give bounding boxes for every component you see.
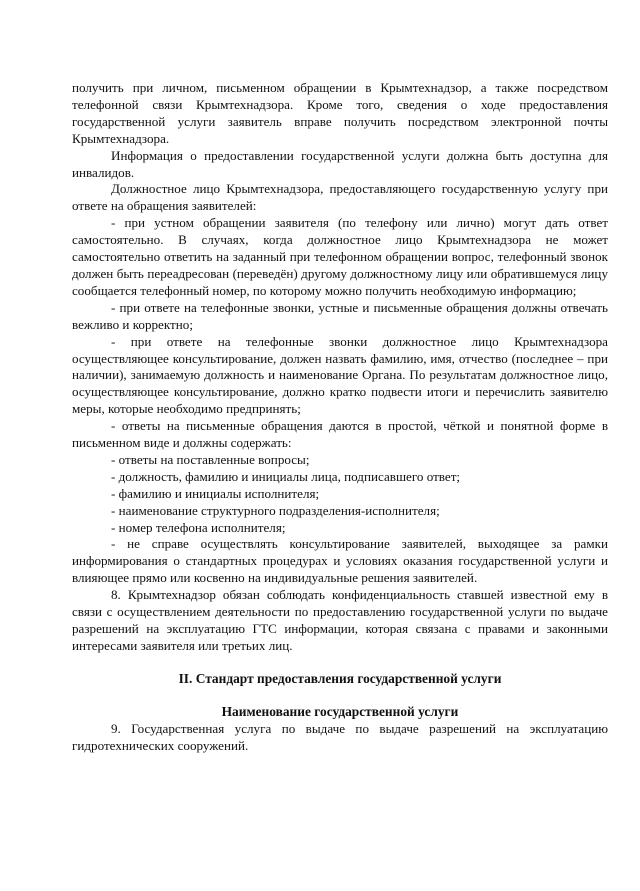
- list-item-executor-phone: - номер телефона исполнителя;: [111, 519, 286, 535]
- list-item-executor-unit: - наименование структурного подразделения-исполнителя;: [111, 502, 440, 518]
- subsection-heading: Наименование государственной услуги: [221, 703, 459, 719]
- list-item-signer-position: - должность, фамилию и инициалы лица, подписавшего ответ;: [111, 468, 461, 484]
- list-item-oral-request: - при устном обращении заявителя (по телефону или лично) могут дать ответ самостоятельно. В случаях, когда должностное лицо Крымтехнадзора не может самостоятельно ответить на заданный при телефонном обращении вопрос, телефонный звонок должен быть переадресован (переведён) другому должностному лицу или обратившемуся лицу сообщается телефонный номер, по которому можно получить необходимую информацию;: [72, 215, 608, 298]
- paragraph-continuation: получить при личном, письменном обращении в Крымтехнадзор, а также посредством телефонной связи Крымтехнадзора. Кроме того, сведения о ходе предоставления государственной услуги заявитель вправе получить посредством электронной почты Крымтехнадзора.: [72, 80, 608, 146]
- paragraph-confidentiality: 8. Крымтехнадзор обязан соблюдать конфиденциальность ставшей известной ему в связи с осуществлением деятельности по предоставлению государственной услуги по выдаче разрешений на эксплуатацию ГТС информации, которая связана с правами и законными интересами заявителя или третьих лиц.: [72, 587, 608, 653]
- paragraph-accessibility: Информация о предоставлении государственной услуги должна быть доступна для инвалидов.: [72, 147, 608, 180]
- section-heading: II. Стандарт предоставления государственной услуги: [178, 670, 502, 686]
- list-item-phone-consultation: - при ответе на телефонные звонки должностное лицо Крымтехнадзора осуществляющее консультирование, должен назвать фамилию, имя, отчество (последнее – при наличии), занимаемую должность и наименование Органа. По результатам должностное лицо, осуществляющее консультирование, должно кратко подвести итоги и перечислить заявителю меры, которые необходимо предпринять;: [72, 333, 608, 417]
- list-item-answers-to-questions: - ответы на поставленные вопросы;: [111, 451, 310, 467]
- paragraph-service-name: 9. Государственная услуга по выдаче по выдаче разрешений на эксплуатацию гидротехнических сооружений.: [72, 720, 608, 753]
- list-item-polite-answers: - при ответе на телефонные звонки, устные и письменные обращения должны отвечать вежливо и корректно;: [72, 299, 608, 332]
- list-item-written-answers: - ответы на письменные обращения даются в простой, чёткой и понятной форме в письменном виде и должны содержать:: [72, 418, 608, 451]
- document-page: [72, 80, 608, 754]
- paragraph-official-duties: Должностное лицо Крымтехнадзора, предоставляющего государственную услугу при ответе на обращения заявителей:: [72, 181, 608, 214]
- list-item-executor-name: - фамилию и инициалы исполнителя;: [111, 485, 320, 501]
- list-item-consultation-limits: - не справе осуществлять консультирование заявителей, выходящее за рамки информирования о стандартных процедурах и условиях оказания государственной услуги и влияющее прямо или косвенно на индивидуальные решения заявителей.: [72, 536, 608, 586]
